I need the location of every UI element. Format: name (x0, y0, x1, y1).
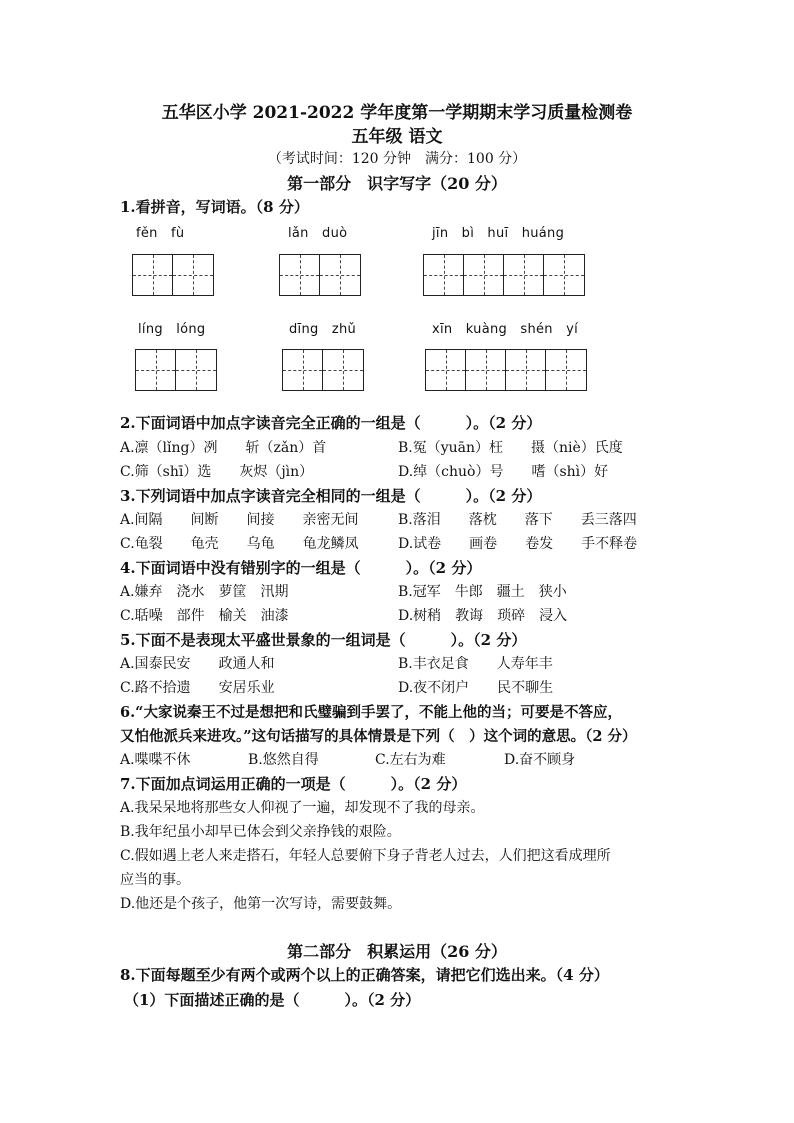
exam-info: （考试时间：120 分钟 满分：100 分） (267, 151, 527, 167)
q3-option-d: D.试卷 画卷 卷发 手不释卷 (398, 536, 638, 552)
q3-stem: 3.下列词语中加点字读音完全相同的一组是（ ）。（2 分） (120, 487, 542, 505)
q7-option-b: B.我年纪虽小却早已体会到父亲挣钱的艰险。 (120, 824, 401, 840)
q3-option-a: A.间隔 间断 间接 亲密无间 (120, 512, 359, 528)
q7-option-d: D.他还是个孩子，他第一次写诗，需要鼓舞。 (120, 896, 402, 912)
writing-grid[interactable] (282, 349, 364, 391)
part2-title: 第二部分 积累运用（26 分） (287, 942, 507, 961)
writing-grid[interactable] (423, 254, 585, 296)
q5-option-c: C.路不拾遗 安居乐业 (120, 680, 275, 696)
writing-cell[interactable] (546, 350, 586, 390)
writing-cell[interactable] (424, 255, 464, 295)
writing-cell[interactable] (466, 350, 506, 390)
q7-stem: 7.下面加点词运用正确的一项是（ ）。（2 分） (120, 775, 467, 793)
writing-cell[interactable] (176, 350, 216, 390)
q2-option-a: A.凛（lǐng）冽 斩（zǎn）首 (120, 440, 327, 456)
writing-grid[interactable] (279, 254, 361, 296)
pinyin-label: fěn fù (136, 226, 185, 241)
q7-option-c-line1: C.假如遇上老人来走搭石，年轻人总要俯下身子背老人过去，人们把这看成理所 (120, 848, 611, 864)
q4-option-c: C.聒噪 部件 榆关 油漆 (120, 608, 289, 624)
q5-option-a: A.国泰民安 政通人和 (120, 656, 275, 672)
q6-option-d: D.奋不顾身 (504, 752, 576, 768)
writing-cell[interactable] (280, 255, 320, 295)
q6-stem-line1: 6.“大家说秦王不过是想把和氏璧骗到手罢了，不能上他的当；可要是不答应， (120, 704, 622, 721)
writing-cell[interactable] (133, 255, 173, 295)
writing-cell[interactable] (136, 350, 176, 390)
grade-subject: 五年级 语文 (351, 127, 443, 147)
q5-option-d: D.夜不闭户 民不聊生 (398, 680, 554, 696)
pinyin-label: líng lóng (138, 322, 206, 337)
writing-cell[interactable] (320, 255, 360, 295)
writing-grid[interactable] (135, 349, 217, 391)
q6-option-b: B.悠然自得 (248, 752, 319, 768)
q6-option-a: A.喋喋不休 (120, 752, 191, 768)
q4-option-d: D.树稍 教诲 琐碎 浸入 (398, 608, 568, 624)
q6-option-c: C.左右为难 (375, 752, 446, 768)
writing-cell[interactable] (173, 255, 213, 295)
pinyin-label: jīn bì huī huáng (432, 226, 565, 241)
writing-grid[interactable] (132, 254, 214, 296)
pinyin-label: dīng zhǔ (289, 322, 357, 337)
writing-cell[interactable] (506, 350, 546, 390)
pinyin-label: xīn kuàng shén yí (432, 322, 579, 337)
q8-stem: 8.下面每题至少有两个或两个以上的正确答案，请把它们选出来。（4 分） (120, 966, 609, 984)
q4-option-b: B.冠军 牛郎 疆土 狭小 (398, 584, 567, 600)
q5-option-b: B.丰衣足食 人寿年丰 (398, 656, 553, 672)
writing-cell[interactable] (283, 350, 323, 390)
pinyin-label: lǎn duò (288, 226, 348, 241)
writing-cell[interactable] (464, 255, 504, 295)
q1-stem: 1.看拼音，写词语。（8 分） (120, 198, 309, 216)
q2-option-b: B.冤（yuān）枉 摄（niè）氏度 (398, 440, 623, 456)
q2-stem: 2.下面词语中加点字读音完全正确的一组是（ ）。（2 分） (120, 414, 542, 432)
part1-title: 第一部分 识字写字（20 分） (287, 174, 507, 193)
q5-stem: 5.下面不是表现太平盛世景象的一组词是（ ）。（2 分） (120, 631, 527, 649)
q8-sub1: （1）下面描述正确的是（ ）。（2 分） (124, 991, 421, 1009)
q3-option-b: B.落泪 落枕 落下 丢三落四 (398, 512, 637, 528)
q6-stem-line2: 又怕他派兵来进攻。”这句话描写的具体情景是下列（ ）这个词的意思。（2 分） (120, 728, 637, 745)
q2-option-c: C.筛（shī）选 灰烬（jìn） (120, 464, 314, 480)
writing-grid[interactable] (425, 349, 587, 391)
q7-option-c-line2: 应当的事。 (120, 872, 190, 888)
q3-option-c: C.龟裂 龟壳 乌龟 龟龙鳞凤 (120, 536, 359, 552)
q4-stem: 4.下面词语中没有错别字的一组是（ ）。（2 分） (120, 559, 482, 577)
exam-title: 五华区小学 2021-2022 学年度第一学期期末学习质量检测卷 (161, 103, 633, 123)
writing-cell[interactable] (323, 350, 363, 390)
writing-cell[interactable] (544, 255, 584, 295)
q7-option-a: A.我呆呆地将那些女人仰视了一遍，却发现不了我的母亲。 (120, 800, 485, 816)
writing-cell[interactable] (426, 350, 466, 390)
writing-cell[interactable] (504, 255, 544, 295)
q4-option-a: A.嫌弃 浇水 萝筐 汛期 (120, 584, 289, 600)
q2-option-d: D.绰（chuò）号 嗜（shì）好 (398, 464, 609, 480)
